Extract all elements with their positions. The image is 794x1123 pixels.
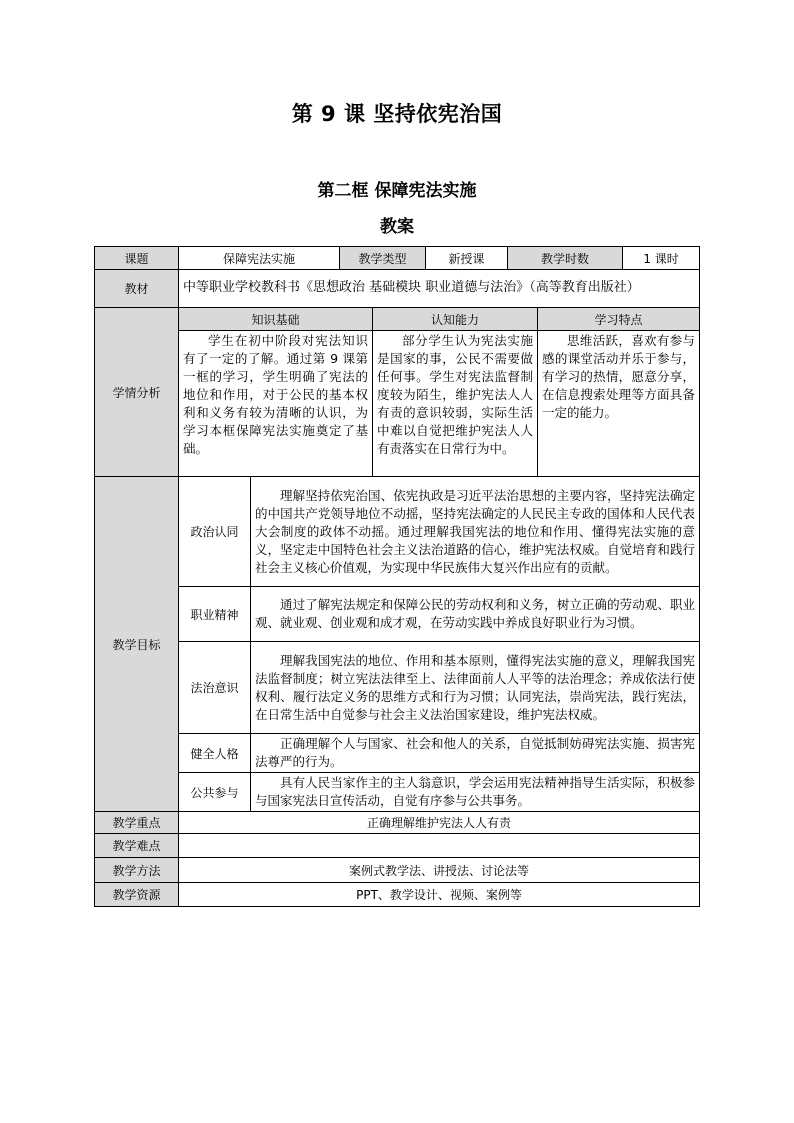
analysis-header-cognition: 认知能力 (373, 308, 538, 331)
key-points-value: 正确理解维护宪法人人有责 (179, 812, 700, 834)
table-row-methods (95, 858, 700, 883)
difficulties-label: 教学难点 (95, 834, 179, 858)
resources-value: PPT、教学设计、视频、案例等 (179, 883, 700, 907)
topic-value: 保障宪法实施 (179, 247, 340, 270)
goal-text: 理解我国宪法的地位、作用和基本原则，懂得宪法实施的意义，理解我国宪法监督制度；树立宪法法律至上、法律面前人人平等的法治理念；养成依法行使权利、履行法定义务的思维方式和行为习惯；认同宪法，崇尚宪法，践行宪法，在日常生活中自觉参与社会主义法治国家建设，维护宪法权威。 (251, 642, 700, 734)
topic-label: 课题 (95, 247, 179, 270)
table-row-difficulties (95, 834, 700, 858)
textbook-value: 中等职业学校教科书《思想政治 基础模块 职业道德与法治》（高等教育出版社） (179, 270, 700, 308)
goal-text: 理解坚持依宪治国、依宪执政是习近平法治思想的主要内容，坚持宪法确定的中国共产党领导地位不动摇，坚持宪法确定的人民民主专政的国体和人民代表大会制度的政体不动摇。通过理解我国宪法的地位和作用、懂得宪法实施的意义，坚定走中国特色社会主义法治道路的信心，维护宪法权威。自觉培育和践行社会主义核心价值观，为实现中华民族伟大复兴作出应有的贡献。 (251, 477, 700, 587)
hours-label: 教学时数 (508, 247, 623, 270)
lesson-title: 第 9 课 坚持依宪治国 (291, 102, 503, 126)
textbook-label: 教材 (95, 270, 179, 308)
resources-label: 教学资源 (95, 883, 179, 907)
table-row-textbook (95, 270, 700, 308)
analysis-header-knowledge: 知识基础 (179, 308, 373, 331)
methods-value: 案例式教学法、讲授法、讨论法等 (179, 858, 700, 883)
table-row-resources (95, 883, 700, 907)
table-row-goal-personality (95, 734, 700, 773)
goal-name: 法治意识 (179, 642, 251, 734)
table-row-analysis-headers (95, 308, 700, 331)
section-title: 第二框 保障宪法实施 (317, 181, 477, 201)
table-row-analysis-content (95, 331, 700, 477)
document-type-title: 教案 (380, 217, 414, 237)
analysis-features-text: 思维活跃，喜欢有参与感的课堂活动并乐于参与，有学习的热情，愿意分享，在信息搜索处理等方面具备一定的能力。 (538, 331, 700, 477)
table-row-goal-participation (95, 773, 700, 812)
goal-name: 公共参与 (179, 773, 251, 812)
table-row-goal-legal (95, 642, 700, 734)
analysis-knowledge-text: 学生在初中阶段对宪法知识有了一定的了解。通过第 9 课第一框的学习，学生明确了宪法的地位和作用，对于公民的基本权利和义务有较为清晰的认识，为学习本框保障宪法实施奠定了基础。 (179, 331, 373, 477)
goals-label: 教学目标 (95, 477, 179, 812)
hours-value: 1 课时 (623, 247, 700, 270)
goal-name: 政治认同 (179, 477, 251, 587)
analysis-label: 学情分析 (95, 308, 179, 477)
lesson-plan-table (94, 246, 700, 907)
table-row-key-points (95, 812, 700, 834)
methods-label: 教学方法 (95, 858, 179, 883)
table-row-goal-political (95, 477, 700, 587)
analysis-header-features: 学习特点 (538, 308, 700, 331)
key-points-label: 教学重点 (95, 812, 179, 834)
goal-text: 具有人民当家作主的主人翁意识，学会运用宪法精神指导生活实际，积极参与国家宪法日宣传活动，自觉有序参与公共事务。 (251, 773, 700, 812)
analysis-cognition-text: 部分学生认为宪法实施是国家的事，公民不需要做任何事。学生对宪法监督制度较为陌生，维护宪法人人有责的意识较弱，实际生活中难以自觉把维护宪法人人有责落实在日常行为中。 (373, 331, 538, 477)
difficulties-value (179, 834, 700, 858)
type-label: 教学类型 (340, 247, 426, 270)
table-row-goal-professional (95, 587, 700, 642)
table-row-topic (95, 247, 700, 270)
goal-name: 健全人格 (179, 734, 251, 773)
goal-text: 正确理解个人与国家、社会和他人的关系，自觉抵制妨碍宪法实施、损害宪法尊严的行为。 (251, 734, 700, 773)
goal-text: 通过了解宪法规定和保障公民的劳动权利和义务，树立正确的劳动观、职业观、就业观、创业观和成才观，在劳动实践中养成良好职业行为习惯。 (251, 587, 700, 642)
type-value: 新授课 (426, 247, 508, 270)
goal-name: 职业精神 (179, 587, 251, 642)
